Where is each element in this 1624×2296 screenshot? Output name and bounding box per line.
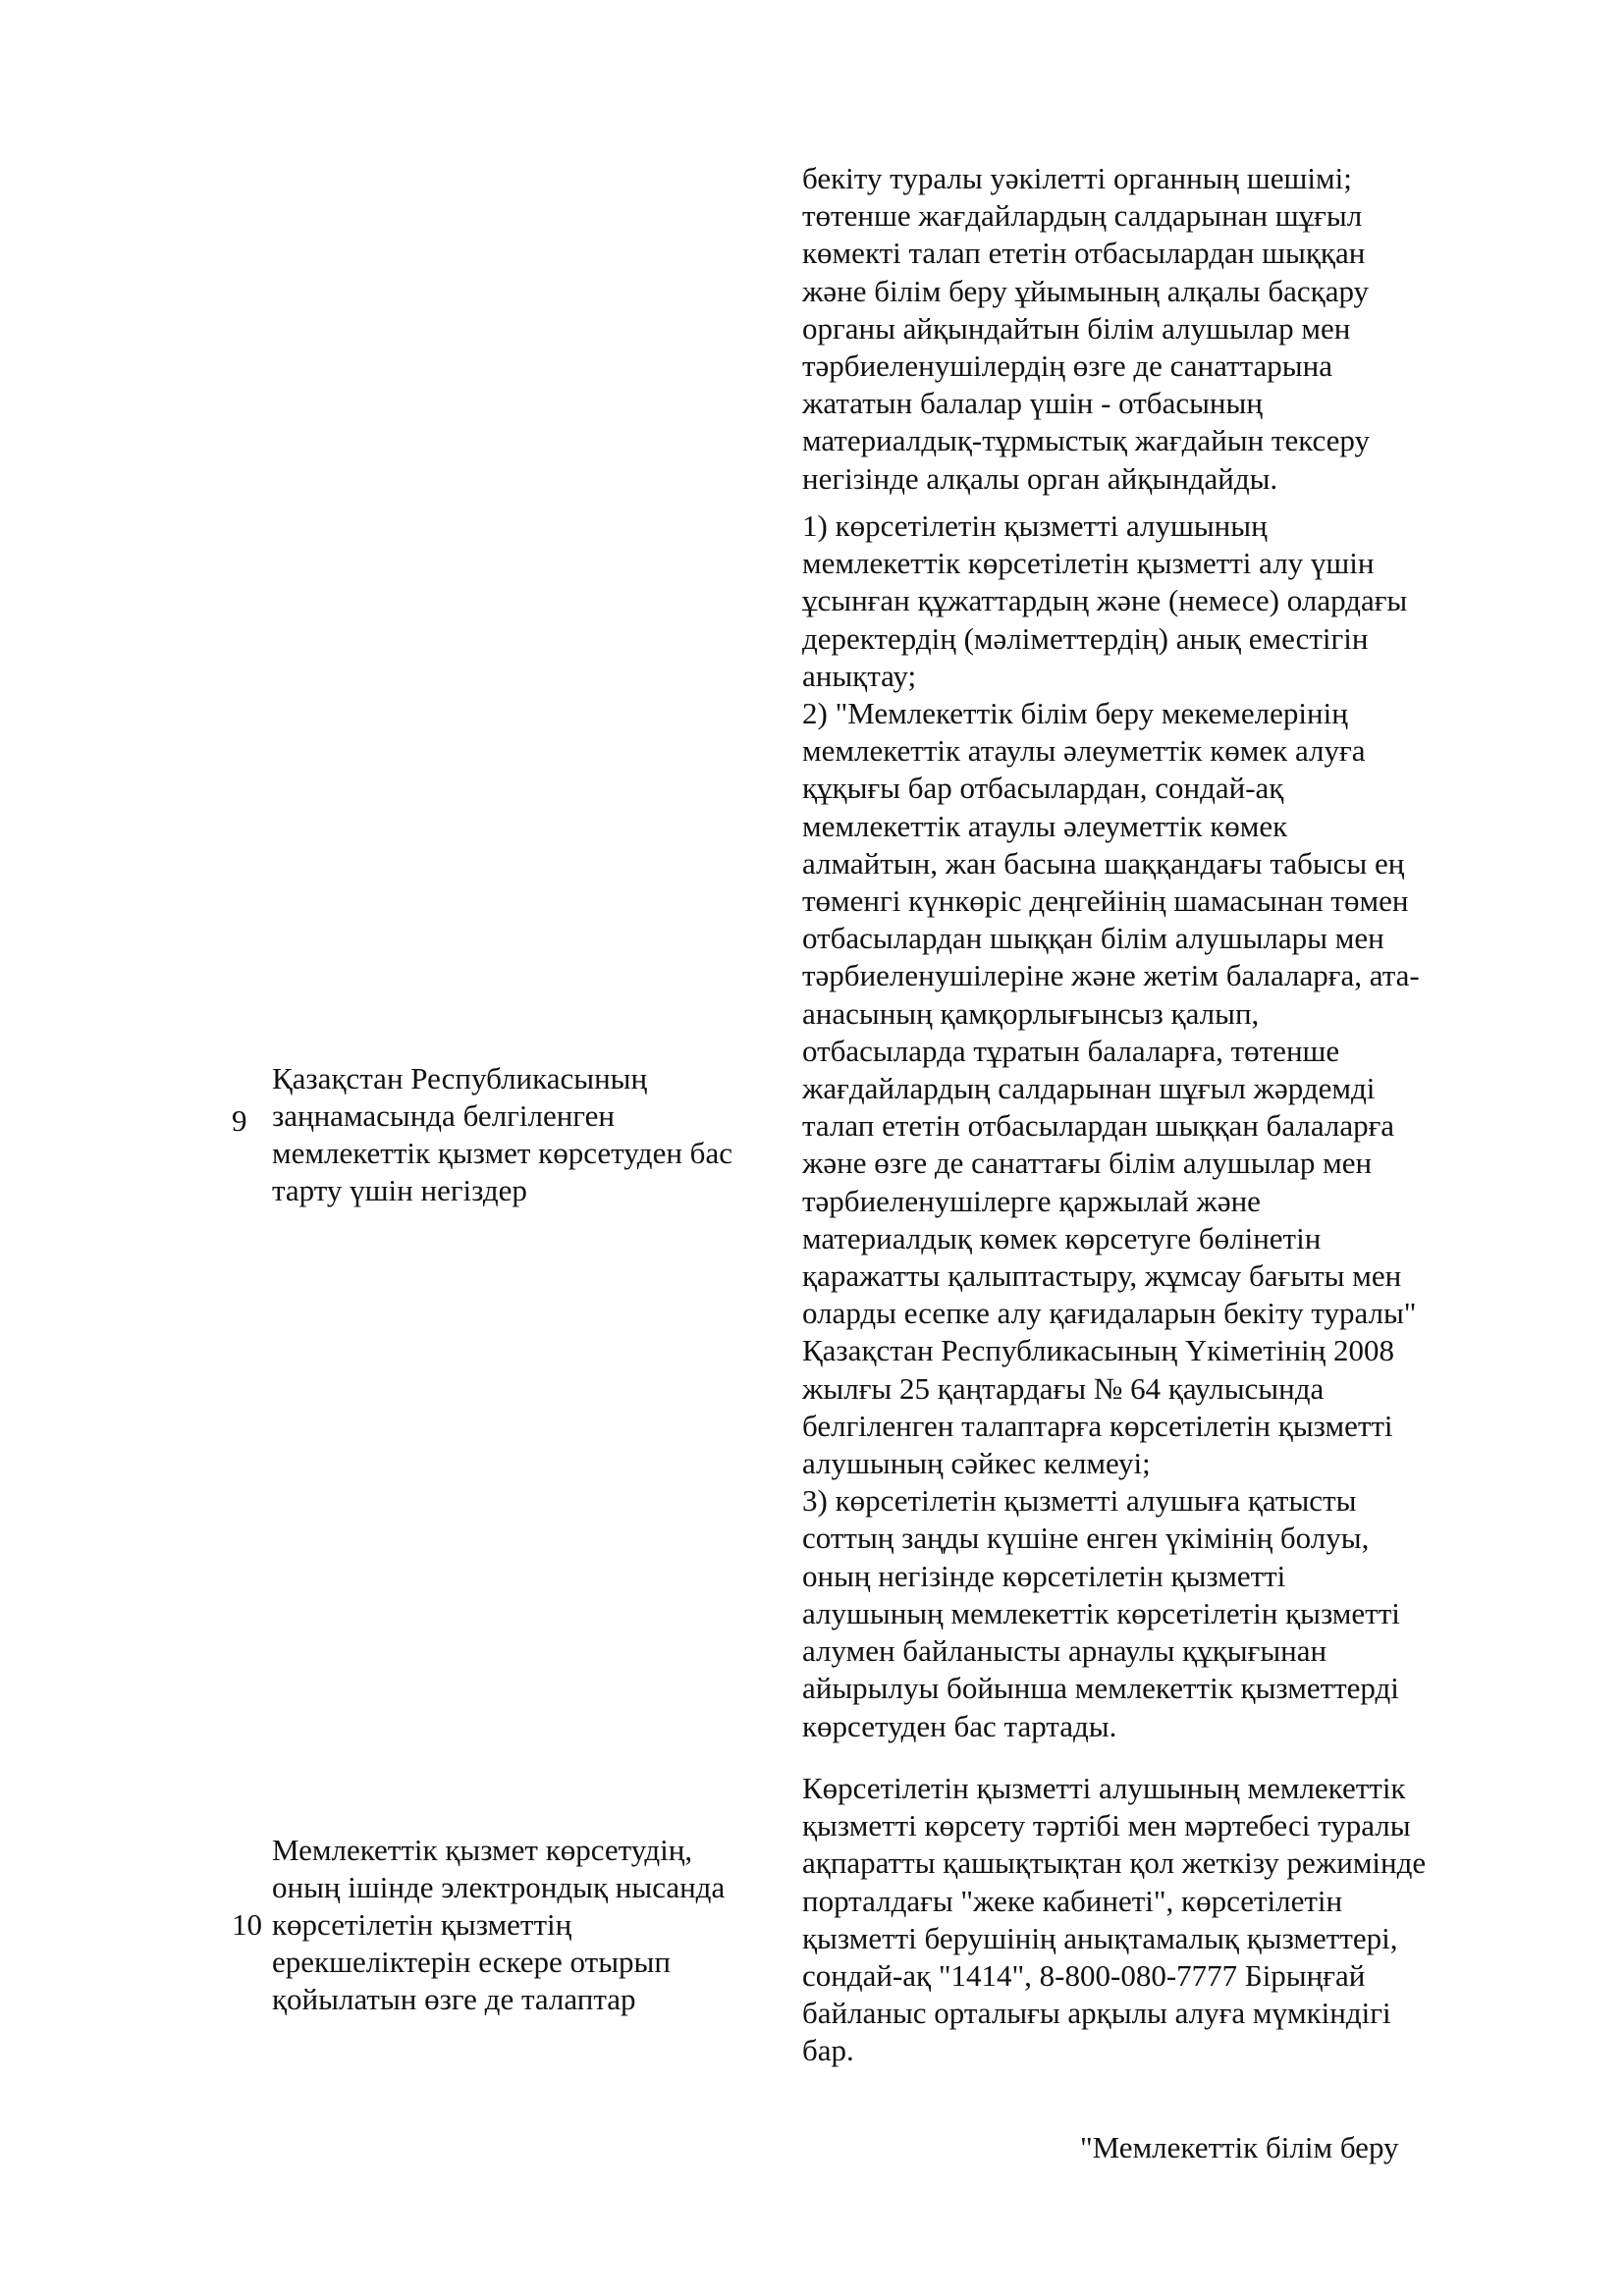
text-line: төтенше жағдайлардың салдарынан шұғыл [802, 198, 1363, 234]
name-line: ерекшеліктерін ескере отырып [272, 1945, 671, 1979]
text-line: мемлекеттік атаулы әлеуметтік көмек алуға [802, 733, 1366, 769]
text-line: тәрбиеленушілерге қаржылай және [802, 1183, 1261, 1218]
text-line: көмекті талап ететін отбасылардан шыққан [802, 236, 1366, 271]
text-line: оның негізінде көрсетілетін қызметті [802, 1558, 1286, 1593]
text-line: бекіту туралы уәкілетті органның шешімі; [802, 161, 1352, 195]
text-line: тәрбиеленушілеріне және жетім балаларға, ата- [802, 958, 1420, 993]
name-line: Мемлекеттік қызмет көрсетудің, [272, 1833, 693, 1867]
text-line: деректердің (мәліметтердің) анық еместігін [802, 620, 1369, 656]
text-line: отбасылардан шыққан білім алушылары мен [802, 921, 1384, 956]
text-line: талап ететін отбасылардан шыққан балаларға [802, 1108, 1395, 1144]
text-line: тәрбиеленушілердің өзге де санаттарына [802, 348, 1332, 384]
text-line: соттың заңды күшіне енген үкімінің болуы, [802, 1521, 1370, 1556]
row-number: 10 [232, 1907, 262, 1942]
row-name [272, 1832, 783, 2018]
text-line: мемлекеттік атаулы әлеуметтік көмек [802, 808, 1288, 843]
text-line: материалдық көмек көрсетуге бөлінетін [802, 1220, 1322, 1255]
text-line: қызметті берушінің анықтамалық қызметтері, [802, 1920, 1398, 1955]
name-line: оның ішінде электрондық нысанда [272, 1870, 726, 1904]
text-line: отбасыларда тұратын балаларға, төтенше [802, 1033, 1340, 1068]
row-text [802, 507, 1489, 1745]
text-line: жылғы 25 қаңтардағы № 64 қаулысында [802, 1370, 1325, 1406]
text-line: және өзге де санаттағы білім алушылар мен [802, 1146, 1373, 1181]
row-number: 9 [232, 1103, 247, 1138]
text-line: Көрсетілетін қызметті алушының мемлекеттік [802, 1771, 1406, 1805]
text-line: жататын балалар үшін - отбасының [802, 386, 1263, 421]
row-name [272, 1060, 783, 1209]
text-line: сондай-ақ "1414", 8-800-080-7777 Бірыңғай [802, 1958, 1366, 1994]
text-line: органы айқындайтын білім алушылар мен [802, 310, 1351, 346]
text-line: қаражатты қалыптастыру, жұмсау бағыты мен [802, 1258, 1402, 1294]
name-line: мемлекеттік қызмет көрсетуден бас [272, 1136, 732, 1170]
text-line: мемлекеттік көрсетілетін қызметті алу үшін [802, 546, 1375, 581]
text-line: алмайтын, жан басына шаққандағы табысы ең [802, 845, 1405, 881]
row-continued-text [802, 160, 1489, 498]
name-line: Қазақстан Республикасының [272, 1061, 648, 1095]
text-line: бар. [802, 2033, 854, 2068]
text-line: алушының мемлекеттік көрсетілетін қызметті [802, 1595, 1400, 1630]
text-line: анасының қамқорлығынсыз қалып, [802, 995, 1260, 1031]
text-line: құқығы бар отбасылардан, сондай-ақ [802, 771, 1284, 806]
text-line: анықтау; [802, 658, 917, 693]
text-line: қызметті көрсету тәртібі мен мәртебесі туралы [802, 1808, 1411, 1843]
text-line: оларды есепке алу қағидаларын бекіту туралы" [802, 1296, 1417, 1331]
footer-note: "Мемлекеттік білім беру [1080, 2130, 1399, 2164]
text-line: байланыс орталығы арқылы алуға мүмкіндігі [802, 1996, 1391, 2031]
name-line: қойылатын өзге де талаптар [272, 1982, 636, 2016]
text-line: және білім беру ұйымының алқалы басқару [802, 273, 1370, 308]
text-line: көрсетуден бас тартады. [802, 1708, 1117, 1743]
text-line: порталдағы "жеке кабинеті", көрсетілетін [802, 1883, 1343, 1918]
text-line: негізінде алқалы орган айқындайды. [802, 460, 1278, 496]
text-line: белгіленген талаптарға көрсетілетін қызметті [802, 1408, 1393, 1443]
text-line: төменгі күнкөріс деңгейінің шамасынан төмен [802, 883, 1409, 919]
text-line: 2) "Мемлекеттік білім беру мекемелерінің [802, 696, 1348, 731]
text-line: 1) көрсетілетін қызметті алушының [802, 508, 1268, 543]
text-line: алумен байланысты арнаулы құқығынан [802, 1633, 1327, 1669]
name-line: заңнамасында белгіленген [272, 1098, 615, 1133]
text-line: Қазақстан Республикасының Үкіметінің 2008 [802, 1333, 1394, 1368]
name-line: көрсетілетін қызметтің [272, 1907, 572, 1942]
text-line: материалдық-тұрмыстық жағдайын тексеру [802, 423, 1370, 458]
text-line: 3) көрсетілетін қызметті алушыға қатысты [802, 1483, 1357, 1519]
text-line: айырылуы бойынша мемлекеттік қызметтерді [802, 1671, 1399, 1706]
row-text [802, 1770, 1489, 2070]
name-line: тарту үшін негіздер [272, 1173, 527, 1207]
text-line: жағдайлардың салдарынан шұғыл жәрдемді [802, 1071, 1376, 1106]
text-line: алушының сәйкес келмеуі; [802, 1446, 1151, 1481]
text-line: ұсынған құжаттардың және (немесе) олардағы [802, 583, 1408, 618]
text-line: ақпаратты қашықтықтан қол жеткізу режимінде [802, 1845, 1427, 1881]
